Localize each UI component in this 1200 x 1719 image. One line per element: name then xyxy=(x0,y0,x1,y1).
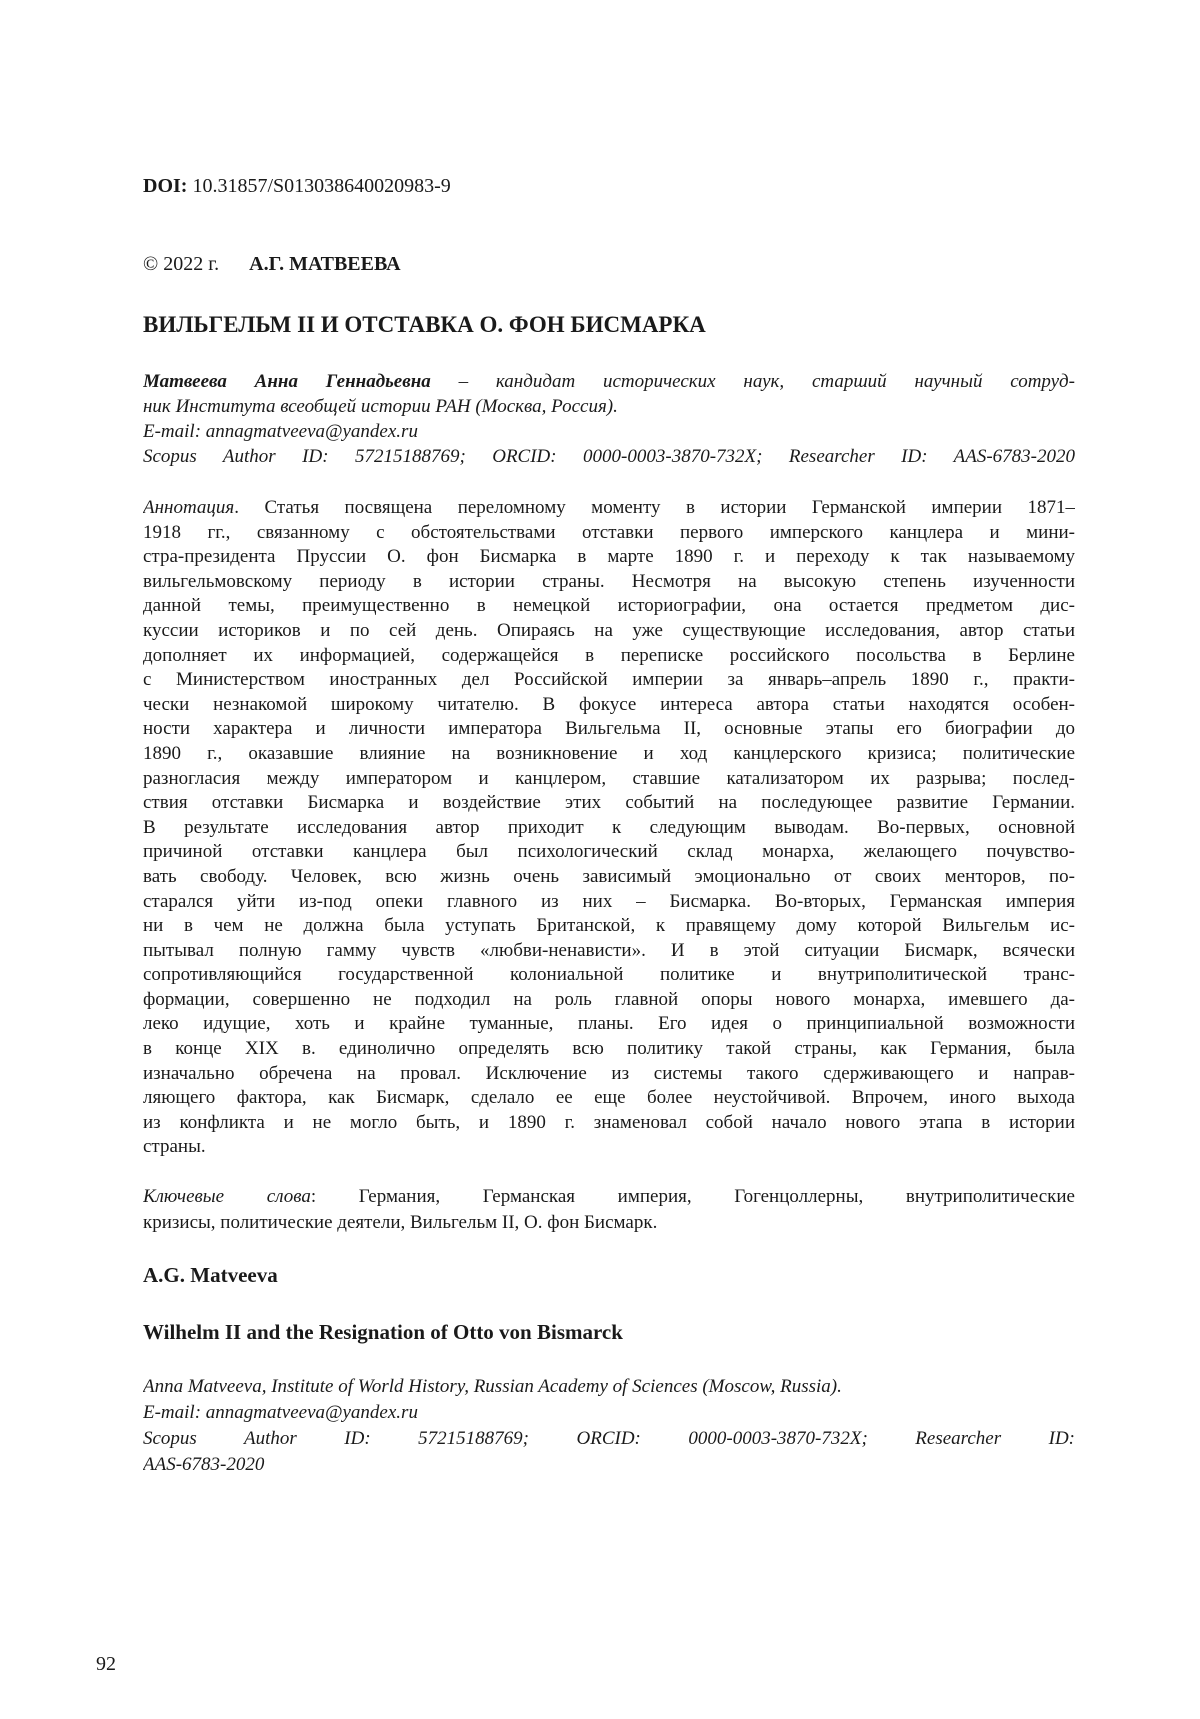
page-content xyxy=(143,174,1075,1478)
text-line: вильгельмовскому периоду в истории страны. Несмотря на высокую степень изученности xyxy=(143,570,1075,595)
author-name: А.Г. МАТВЕЕВА xyxy=(249,253,400,275)
keywords xyxy=(143,1184,1075,1236)
author-info-line xyxy=(143,369,1075,394)
text-line xyxy=(143,496,1075,521)
text-line: из конфликта и не могло быть, и 1890 г. знаменовал собой начало нового этапа в истории xyxy=(143,1111,1075,1136)
doi xyxy=(143,174,1075,198)
text-line: данной темы, преимущественно в немецкой историографии, она остается предметом дис- xyxy=(143,594,1075,619)
text-line: пытывал полную гамму чувств «любви-ненависти». И в этой ситуации Бисмарк, всячески xyxy=(143,939,1075,964)
text-line: ляющего фактора, как Бисмарк, сделало ее еще более неустойчивой. Впрочем, иного выхода xyxy=(143,1086,1075,1111)
text-line-content: : Германия, Германская империя, Гогенцоллерны, внутриполитические xyxy=(311,1186,1075,1207)
text-line: изначально обречена на провал. Исключение из системы такого сдерживающего и направ- xyxy=(143,1062,1075,1087)
text-line: сопротивляющийся государственной колониальной политике и внутриполитической транс- xyxy=(143,963,1075,988)
text-line: В результате исследования автор приходит к следующим выводам. Во-первых, основной xyxy=(143,816,1075,841)
text-line: Anna Matveeva, Institute of World History, Russian Academy of Sciences (Moscow, Russia). xyxy=(143,1374,1075,1400)
author-info-line: ник Института всеобщей истории РАН (Москва, Россия). xyxy=(143,394,1075,419)
text-line: вать свободу. Человек, всю жизнь очень зависимый эмоционально от своих менторов, по- xyxy=(143,865,1075,890)
text-line: ствия отставки Бисмарка и воздействие этих событий на последующее развитие Германии. xyxy=(143,791,1075,816)
text-line: кризисы, политические деятели, Вильгельм II, О. фон Бисмарк. xyxy=(143,1210,1075,1236)
copyright-line xyxy=(143,252,1075,276)
abstract xyxy=(143,496,1075,1160)
text-line: в конце XIX в. единолично определять всю политику такой страны, как Германия, была xyxy=(143,1037,1075,1062)
text-line: ни в чем не должна была уступать Британской, к правящему дому которой Вильгельм ис- xyxy=(143,914,1075,939)
author-full-name: Матвеева Анна Геннадьевна xyxy=(143,371,431,392)
text-line: 1890 г., оказавшие влияние на возникновение и ход канцлерского кризиса; политические xyxy=(143,742,1075,767)
text-line: формации, совершенно не подходил на роль главной опоры нового монарха, имевшего да- xyxy=(143,988,1075,1013)
text-line: с Министерством иностранных дел Российской империи за январь–апрель 1890 г., практи- xyxy=(143,668,1075,693)
text-line: леко идущие, хоть и крайне туманные, планы. Его идея о принципиальной возможности xyxy=(143,1012,1075,1037)
text-line: ности характера и личности императора Вильгельма II, основные этапы его биографии до xyxy=(143,717,1075,742)
article-title: ВИЛЬГЕЛЬМ II И ОТСТАВКА О. ФОН БИСМАРКА xyxy=(143,311,1075,339)
text-line: чески незнакомой широкому читателю. В фокусе интереса автора статьи находятся особен- xyxy=(143,693,1075,718)
english-author-info xyxy=(143,1374,1075,1478)
copyright-year: © 2022 г. xyxy=(143,253,219,275)
author-ids: Scopus Author ID: 57215188769; ORCID: 0000-0003-3870-732X; Researcher ID: AAS-6783-2020 xyxy=(143,444,1075,469)
doi-value: 10.31857/S013038640020983-9 xyxy=(192,175,450,197)
text-line: куссии историков и по сей день. Опираясь на уже существующие исследования, автор статьи xyxy=(143,619,1075,644)
text-line: разногласия между императором и канцлером, ставшие катализатором их разрыва; послед- xyxy=(143,767,1075,792)
text-line: 1918 гг., связанному с обстоятельствами отставки первого имперского канцлера и мини- xyxy=(143,521,1075,546)
text-line: причиной отставки канцлера был психологический склад монарха, желающего почувство- xyxy=(143,840,1075,865)
text-line: Scopus Author ID: 57215188769; ORCID: 0000-0003-3870-732X; Researcher ID: xyxy=(143,1426,1075,1452)
text-line xyxy=(143,1184,1075,1210)
section-label: Аннотация xyxy=(143,497,234,518)
author-info xyxy=(143,369,1075,469)
doi-label: DOI: xyxy=(143,175,187,197)
author-email: E-mail: annagmatveeva@yandex.ru xyxy=(143,419,1075,444)
text-line: E-mail: annagmatveeva@yandex.ru xyxy=(143,1400,1075,1426)
author-info-text: – кандидат исторических наук, старший научный сотруд- xyxy=(431,371,1075,392)
text-line: AAS-6783-2020 xyxy=(143,1452,1075,1478)
text-line: страны. xyxy=(143,1135,1075,1160)
english-title: Wilhelm II and the Resignation of Otto von Bismarck xyxy=(143,1319,1075,1345)
english-author: A.G. Matveeva xyxy=(143,1262,1075,1288)
text-line: стра-президента Пруссии О. фон Бисмарка в марте 1890 г. и переходу к так называемому xyxy=(143,545,1075,570)
section-label: Ключевые слова xyxy=(143,1186,311,1207)
text-line: дополняет их информацией, содержащейся в переписке российского посольства в Берлине xyxy=(143,644,1075,669)
text-line: старался уйти из-под опеки главного из них – Бисмарка. Во-вторых, Германская империя xyxy=(143,890,1075,915)
text-line-content: . Статья посвящена переломному моменту в истории Германской империи 1871– xyxy=(234,497,1075,518)
page-number: 92 xyxy=(96,1652,116,1676)
